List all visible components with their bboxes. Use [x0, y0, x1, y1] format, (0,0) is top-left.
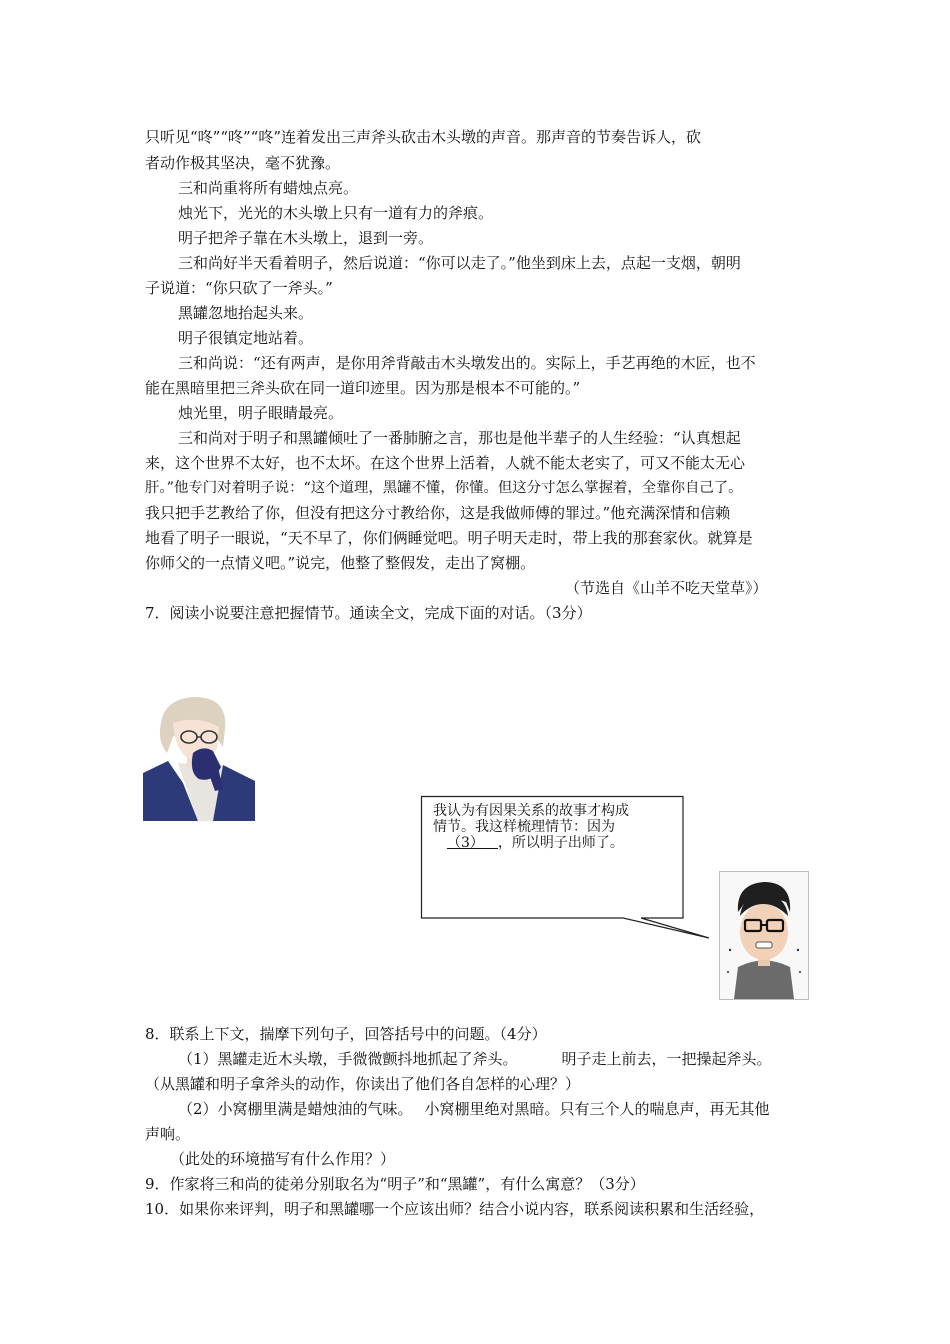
passage-line: 三和尚对于明子和黑罐倾吐了一番肺腑之言，那也是他半辈子的人生经验：“认真想起: [178, 429, 741, 447]
question-8-2-cont: 声响。: [145, 1125, 191, 1143]
passage-line: 三和尚重将所有蜡烛点亮。: [178, 179, 359, 197]
bubble-line-2: 情节。我这样梳理情节：因为: [433, 819, 615, 835]
passage-line: 只听见“咚”“咚”“咚”连着发出三声斧头砍击木头墩的声音。那声音的节奏告诉人，砍: [145, 128, 702, 146]
question-7: 7．阅读小说要注意把握情节。通读全文，完成下面的对话。（3分）: [145, 604, 592, 622]
bubble-line-3: [433, 835, 678, 851]
passage-line: 子说道：“你只砍了一斧头。”: [145, 279, 333, 297]
question-8-1-prompt: （从黑罐和明子拿斧头的动作，你读出了他们各自怎样的心理？）: [145, 1075, 581, 1093]
anime-man-illustration: [143, 693, 255, 821]
passage-line: 黑罐忽地抬起头来。: [178, 304, 314, 322]
question-8-2-prompt: （此处的环境描写有什么作用？）: [170, 1150, 396, 1168]
question-8-2-a: （2）小窝棚里满是蜡烛油的气味。: [178, 1100, 413, 1118]
bubble-line-3-end: ，所以明子出师了。: [497, 835, 624, 851]
passage-line: 你师父的一点情义吧。”说完，他整了整假发，走出了窝棚。: [145, 554, 536, 572]
bubble-text: [433, 803, 678, 851]
question-8: 8．联系上下文，揣摩下列句子，回答括号中的问题。（4分）: [145, 1025, 547, 1043]
passage-line: 三和尚说：“还有两声，是你用斧背敲击木头墩发出的。实际上，手艺再绝的木匠，也不: [178, 354, 756, 372]
passage-line: 我只把手艺教给了你，但没有把这分寸教给你，这是我做师傅的罪过。”他充满深情和信赖: [145, 504, 731, 522]
passage-line: 明子把斧子靠在木头墩上，退到一旁。: [178, 229, 434, 247]
passage-line: 能在黑暗里把三斧头砍在同一道印迹里。因为那是根本不可能的。”: [145, 379, 581, 397]
passage-line: 烛光里，明子眼睛最亮。: [178, 404, 344, 422]
source-citation: （节选自《山羊不吃天堂草》）: [565, 579, 768, 597]
question-8-2: [178, 1099, 810, 1119]
question-8-1-a: （1）黑罐走近木头墩，手微微颤抖地抓起了斧头。: [178, 1050, 518, 1068]
question-9: 9．作家将三和尚的徒弟分别取名为“明子”和“黑罐”，有什么寓意？（3分）: [145, 1175, 645, 1193]
passage-line: 肝。”他专门对着明子说：“这个道理，黑罐不懂，你懂。但这分寸怎么掌握着，全靠你自己了。: [145, 480, 743, 496]
question-8-2-b: 小窝棚里绝对黑暗。只有三个人的喘息声，再无其他: [424, 1100, 770, 1118]
passage-line: 来，这个世界不太好，也不太坏。在这个世界上活着，人就不能太老实了，可又不能太无心: [145, 454, 746, 472]
passage-line: 烛光下，光光的木头墩上只有一道有力的斧痕。: [178, 204, 494, 222]
cartoon-boy-illustration: [719, 871, 809, 1000]
passage-line: 者动作极其坚决，毫不犹豫。: [145, 154, 341, 172]
question-8-1-b: 明子走上前去，一把操起斧头。: [561, 1050, 772, 1068]
question-8-1: [178, 1049, 810, 1069]
passage-line: 明子很镇定地站着。: [178, 329, 314, 347]
answer-blank[interactable]: （3）: [447, 835, 484, 851]
bubble-line-1: 我认为有因果关系的故事才构成: [433, 803, 629, 819]
question-10: 10．如果你来评判，明子和黑罐哪一个应该出师？结合小说内容，联系阅读积累和生活经验，: [145, 1200, 765, 1218]
passage-line: 三和尚好半天看着明子，然后说道：“你可以走了。”他坐到床上去，点起一支烟，朝明: [178, 254, 741, 272]
passage-line: 地看了明子一眼说，“天不早了，你们俩睡觉吧。明子明天走时，带上我的那套家伙。就算是: [145, 529, 753, 547]
